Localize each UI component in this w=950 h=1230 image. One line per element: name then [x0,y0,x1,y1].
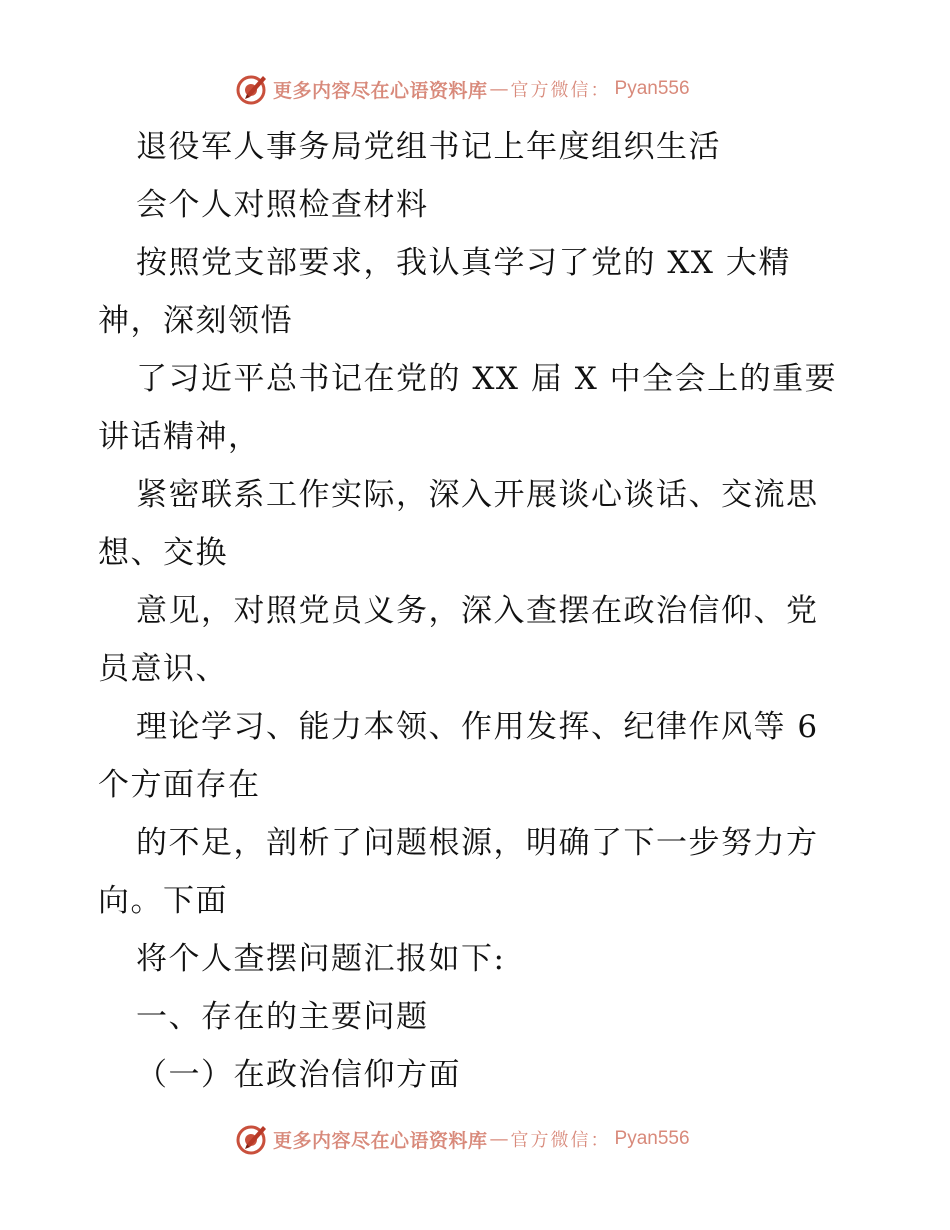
paragraph-line: 紧密联系工作实际，深入开展谈心谈话、交流思 [136,477,819,513]
paragraph-line: 理论学习、能力本领、作用发挥、纪律作风等 6 [136,709,819,745]
paragraph-line: 员意识、 [98,651,228,687]
pen-logo-icon [235,72,269,106]
watermark-wechat-id: Pyan556 [614,78,690,99]
watermark-site-text: 更多内容尽在心语资料库 [273,79,488,102]
pen-logo-icon [235,1122,269,1156]
watermark-wechat-label: 官方微信： [510,80,611,101]
paragraph-line: 向。下面 [98,883,228,919]
watermark-dash: — [489,78,509,100]
paragraph-line: 讲话精神， [98,419,261,455]
document-title-line-1: 退役军人事务局党组书记上年度组织生活 [136,129,721,165]
watermark-wechat-label: 官方微信： [510,1130,611,1151]
paragraph-line: 意见，对照党员义务，深入查摆在政治信仰、党 [136,593,819,629]
watermark-dash: — [489,1128,509,1150]
paragraph-line: 想、交换 [98,535,228,571]
paragraph-line: 的不足，剖析了问题根源，明确了下一步努力方 [136,825,819,861]
paragraph-line: 个方面存在 [98,767,261,803]
paragraph-line: 神，深刻领悟 [98,303,293,339]
section-heading: 一、存在的主要问题 [136,999,429,1035]
watermark-wechat-id: Pyan556 [614,1128,690,1149]
paragraph-line: 了习近平总书记在党的 XX 届 X 中全会上的重要 [136,361,838,397]
watermark-site-text: 更多内容尽在心语资料库 [273,1129,488,1152]
document-title-line-2: 会个人对照检查材料 [136,187,429,223]
paragraph-line: 将个人查摆问题汇报如下: [136,941,506,977]
watermark-footer [235,1122,690,1156]
subsection-heading: （一）在政治信仰方面 [136,1057,461,1093]
paragraph-line: 按照党支部要求，我认真学习了党的 XX 大精 [136,245,791,281]
watermark-header [235,72,690,106]
